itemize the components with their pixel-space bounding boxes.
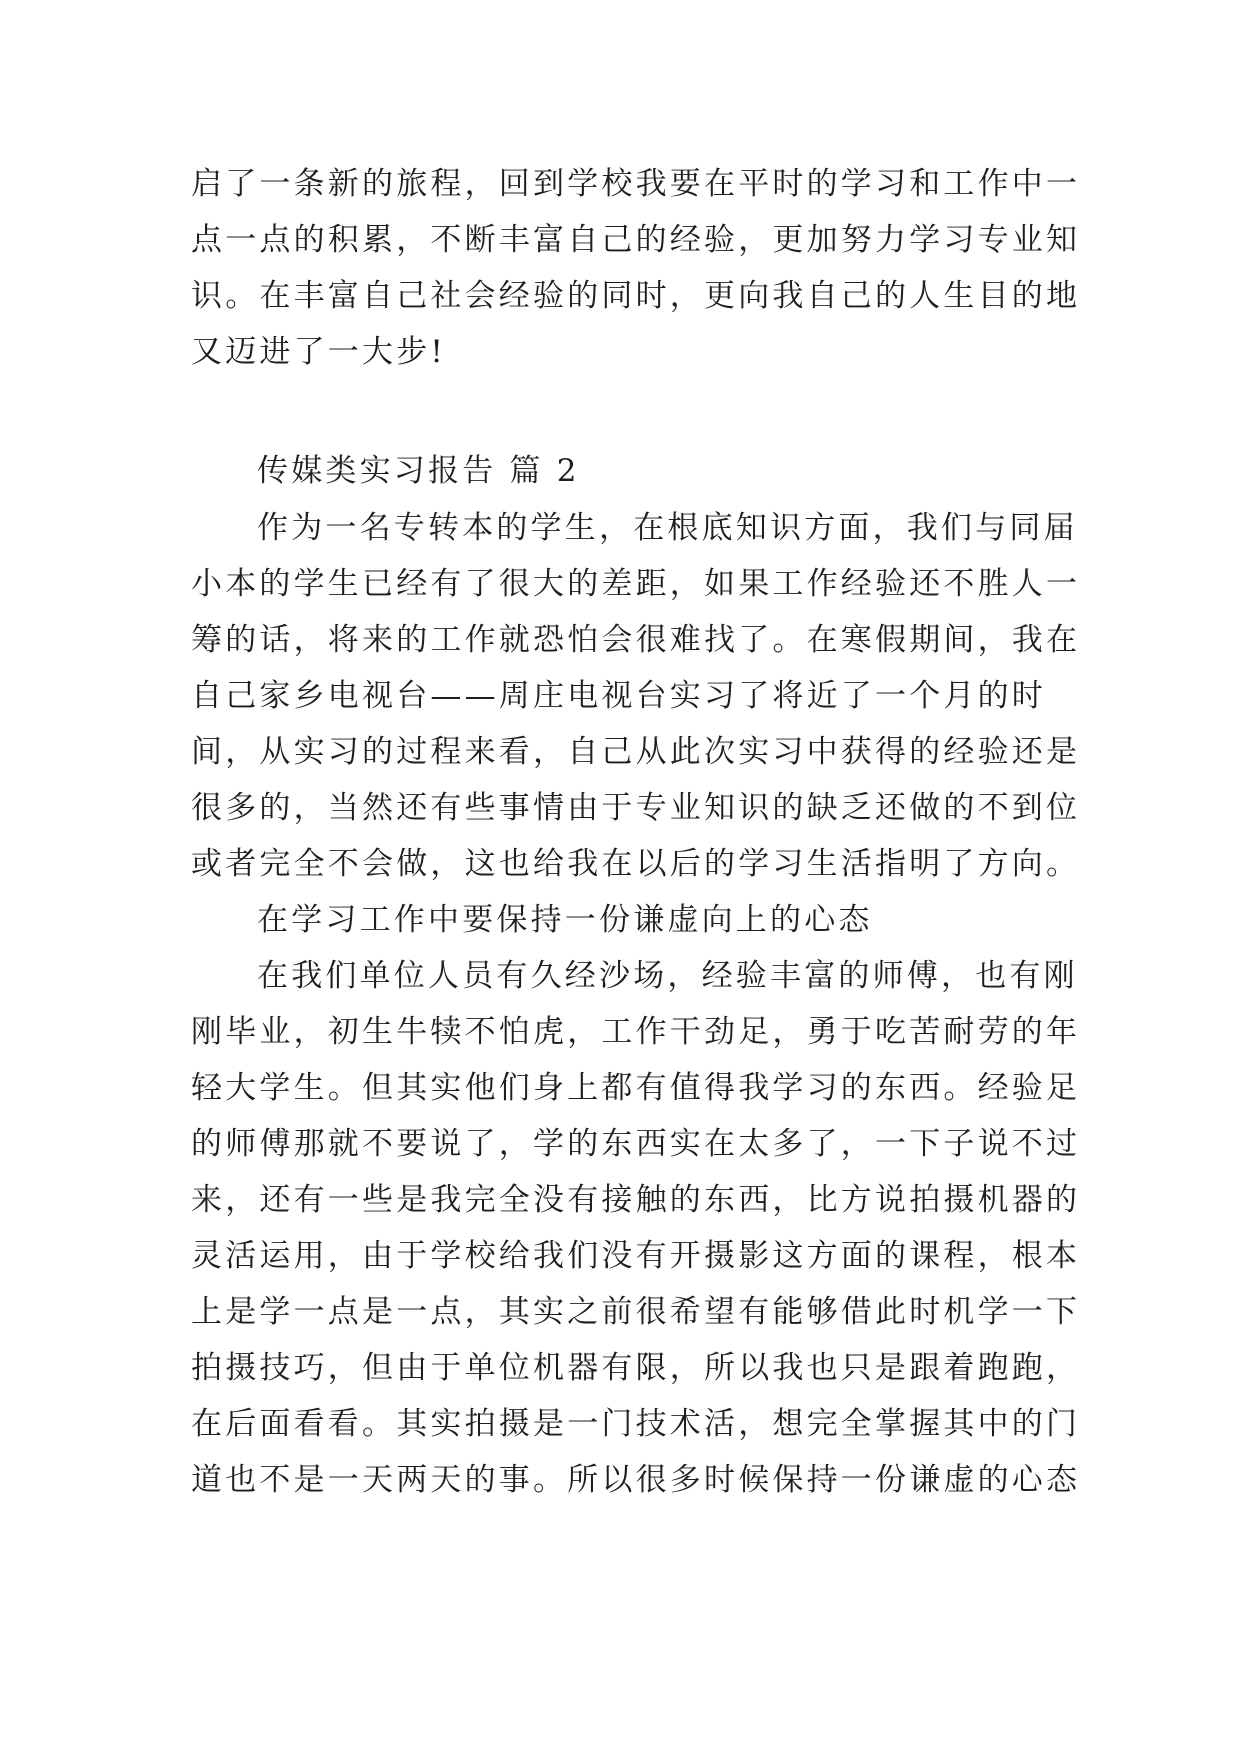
subheading: 在学习工作中要保持一份谦虚向上的心态 [257,902,873,938]
text-line: 作为一名专转本的学生，在根底知识方面，我们与同届 [257,510,1078,546]
text-line: 道也不是一天两天的事。所以很多时候保持一份谦虚的心态 [191,1462,1081,1498]
text-line: 小本的学生已经有了很大的差距，如果工作经验还不胜人一 [191,566,1081,602]
text-line: 刚毕业，初生牛犊不怕虎，工作干劲足，勇于吃苦耐劳的年 [191,1014,1081,1050]
section-title: 传媒类实习报告 篇 2 [257,453,580,489]
text-line: 的师傅那就不要说了，学的东西实在太多了，一下子说不过 [191,1126,1081,1162]
text-line: 或者完全不会做，这也给我在以后的学习生活指明了方向。 [191,846,1081,882]
text-line: 点一点的积累，不断丰富自己的经验，更加努力学习专业知 [191,222,1081,258]
text-line: 在我们单位人员有久经沙场，经验丰富的师傅，也有刚 [257,958,1078,994]
text-line: 自己家乡电视台——周庄电视台实习了将近了一个月的时 [191,678,1046,714]
text-line: 间，从实习的过程来看，自己从此次实习中获得的经验还是 [191,734,1081,770]
text-line: 上是学一点是一点，其实之前很希望有能够借此时机学一下 [191,1294,1081,1330]
text-line: 灵活运用，由于学校给我们没有开摄影这方面的课程，根本 [191,1238,1081,1274]
text-line: 在后面看看。其实拍摄是一门技术活，想完全掌握其中的门 [191,1406,1081,1442]
text-line: 来，还有一些是我完全没有接触的东西，比方说拍摄机器的 [191,1182,1081,1218]
text-line: 很多的，当然还有些事情由于专业知识的缺乏还做的不到位 [191,790,1081,826]
text-line: 又迈进了一大步! [191,334,447,370]
text-line: 启了一条新的旅程，回到学校我要在平时的学习和工作中一 [191,166,1081,202]
text-line: 识。在丰富自己社会经验的同时，更向我自己的人生目的地 [191,278,1081,314]
text-line: 轻大学生。但其实他们身上都有值得我学习的东西。经验足 [191,1070,1081,1106]
text-line: 拍摄技巧，但由于单位机器有限，所以我也只是跟着跑跑， [191,1350,1081,1386]
text-line: 筹的话，将来的工作就恐怕会很难找了。在寒假期间，我在 [191,622,1081,658]
